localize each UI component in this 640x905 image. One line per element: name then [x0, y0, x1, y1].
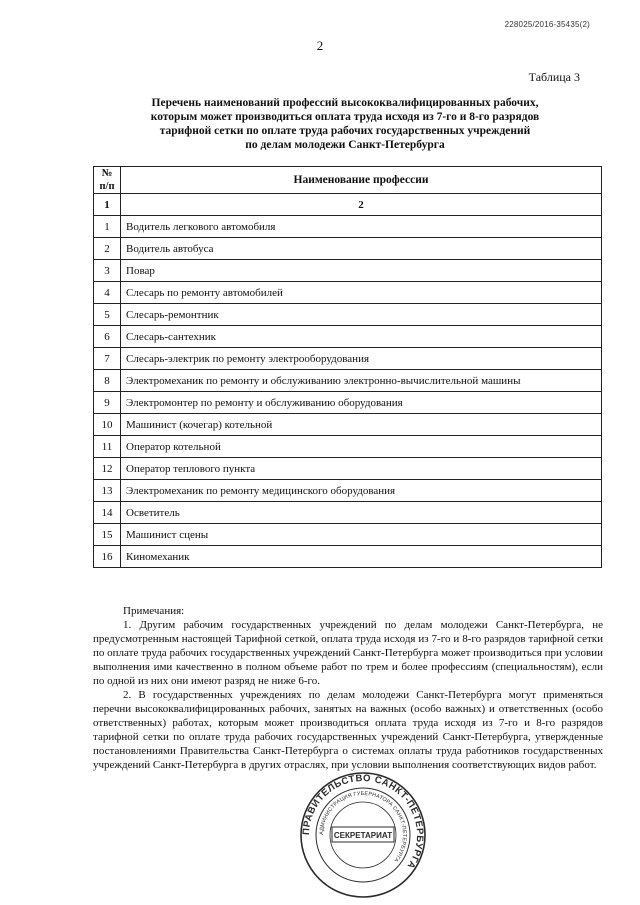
table-row: [94, 326, 602, 348]
heading-line: тарифной сетки по оплате труда рабочих государственных учреждений: [159, 125, 531, 137]
notes-title: Примечания:: [123, 605, 185, 617]
page-number: 2: [316, 38, 324, 53]
header-number-cell: [94, 167, 121, 194]
row-profession: Электромеханик по ремонту и обслуживанию электронно-вычислительной машины: [121, 370, 602, 392]
table-row: [94, 392, 602, 414]
row-number: 13: [94, 480, 121, 502]
row-number: 5: [94, 304, 121, 326]
row-profession: Электромонтер по ремонту и обслуживанию оборудования: [121, 392, 602, 414]
heading-line: Перечень наименований профессий высококвалифицированных рабочих,: [151, 97, 539, 109]
header-number-line: п/п: [99, 181, 115, 192]
row-number: 7: [94, 348, 121, 370]
index-name-cell: 2: [121, 194, 602, 216]
row-number: 16: [94, 546, 121, 568]
row-number: 2: [94, 238, 121, 260]
table-row: [94, 436, 602, 458]
row-profession: Оператор теплового пункта: [121, 458, 602, 480]
table-row: [94, 458, 602, 480]
document-id: 228025/2016-35435(2): [504, 20, 590, 29]
header-number-line: №: [101, 168, 113, 179]
row-profession: Водитель легкового автомобиля: [121, 216, 602, 238]
secretariat-stamp: [298, 770, 428, 900]
table-index-row: [94, 194, 602, 216]
row-profession: Машинист (кочегар) котельной: [121, 414, 602, 436]
row-number: 10: [94, 414, 121, 436]
row-number: 11: [94, 436, 121, 458]
table-row: [94, 546, 602, 568]
row-profession: Машинист сцены: [121, 524, 602, 546]
table-row: [94, 282, 602, 304]
heading-line: по делам молодежи Санкт-Петербурга: [245, 139, 445, 151]
table-row: [94, 414, 602, 436]
table-row: [94, 348, 602, 370]
row-profession: Слесарь-ремонтник: [121, 304, 602, 326]
row-number: 12: [94, 458, 121, 480]
row-number: 1: [94, 216, 121, 238]
notes-section: [93, 604, 603, 772]
row-profession: Осветитель: [121, 502, 602, 524]
row-number: 8: [94, 370, 121, 392]
row-profession: Повар: [121, 260, 602, 282]
row-profession: Оператор котельной: [121, 436, 602, 458]
row-number: 6: [94, 326, 121, 348]
table-header-row: [94, 167, 602, 194]
row-number: 9: [94, 392, 121, 414]
row-profession: Слесарь-сантехник: [121, 326, 602, 348]
row-number: 4: [94, 282, 121, 304]
row-number: 15: [94, 524, 121, 546]
note-paragraph: 2. В государственных учреждениях по делам молодежи Санкт-Петербурга могут применяться перечни высококвалифицированных рабочих, занятых на важных (особо важных) и ответственных (особо ответственных) работах, которым может производиться оплата труда исходя из 7-го и 8-го разрядов тарифной сетки по оплате труда рабочих государственных учреждений Санкт-Петербурга, утвержденные постановлениями Правительства Санкт-Петербурга о системах оплаты труда работников государственных учреждений Санкт-Петербурга в других отраслях, при условии выполнения соответствующих видов работ.: [93, 689, 603, 771]
row-profession: Слесарь по ремонту автомобилей: [121, 282, 602, 304]
professions-table: [93, 166, 602, 568]
table-row: [94, 502, 602, 524]
row-profession: Электромеханик по ремонту медицинского оборудования: [121, 480, 602, 502]
table-row: [94, 304, 602, 326]
row-number: 14: [94, 502, 121, 524]
row-profession: Киномеханик: [121, 546, 602, 568]
table-row: [94, 260, 602, 282]
note-paragraph: 1. Другим рабочим государственных учреждений по делам молодежи Санкт-Петербурга, не предусмотренным настоящей Тарифной сеткой, оплата труда исходя из 7-го и 8-го разрядов тарифной сетки по оплате труда рабочих государственных учреждений Санкт-Петербурга может производиться при условии выполнения ими качественно в полном объеме работ по трем и более профессиям (специальностям), если по одной из них они имеют разряд не ниже 6-го.: [93, 619, 603, 687]
table-label: Таблица 3: [528, 70, 580, 84]
heading-line: которым может производиться оплата труда исходя из 7-го и 8-го разрядов: [150, 111, 540, 123]
header-name-cell: Наименование профессии: [121, 167, 602, 194]
table-row: [94, 370, 602, 392]
table-row: [94, 524, 602, 546]
table-row: [94, 480, 602, 502]
row-profession: Водитель автобуса: [121, 238, 602, 260]
row-number: 3: [94, 260, 121, 282]
document-heading: [110, 96, 580, 152]
row-profession: Слесарь-электрик по ремонту электрооборудования: [121, 348, 602, 370]
table-row: [94, 238, 602, 260]
table-row: [94, 216, 602, 238]
stamp-center-text: СЕКРЕТАРИАТ: [333, 831, 393, 840]
stamp-outer-text-path: ПРАВИТЕЛЬСТВО САНКТ-ПЕТЕРБУРГА: [300, 772, 426, 871]
index-number-cell: 1: [94, 194, 121, 216]
stamp-inner-text-path: АДМИНИСТРАЦИЯ ГУБЕРНАТОРА САНКТ-ПЕТЕРБУРГА: [318, 790, 408, 863]
